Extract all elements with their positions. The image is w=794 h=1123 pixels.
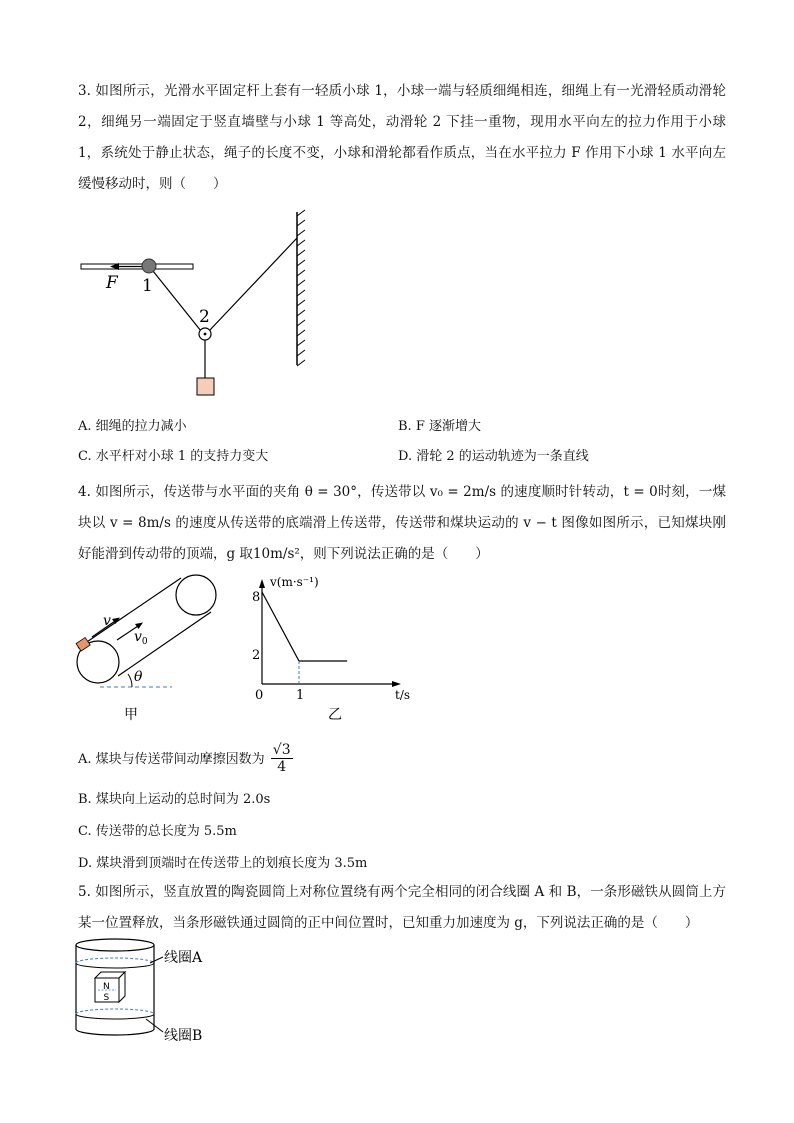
q4-vt-chart <box>240 570 410 730</box>
pulley-label: 2 <box>199 307 210 327</box>
v0-label-v: v <box>134 629 142 645</box>
angle-arc <box>128 674 132 687</box>
theta-label: θ <box>134 669 143 685</box>
q5-stem: 5. 如图所示，竖直放置的陶瓷圆筒上对称位置绕有两个完全相同的闭合线圈 A 和 B，一条形磁铁从圆筒上方某一位置释放，当条形磁铁通过圆筒的正中间位置时，已知重力加速度为 g，下列说法正确的是（ ） <box>78 884 726 931</box>
v0-label <box>134 629 148 647</box>
q3-stem: 3. 如图所示，光滑水平固定杆上套有一轻质小球 1，小球一端与轻质细绳相连，细绳上有一光滑轻质动滑轮 2，细绳另一端固定于竖直墙壁与小球 1 等高处，动滑轮 2 下挂一重物，现用水平向左的拉力作用于小球 1，系统处于静止状态，绳子的长度不变，小球和滑轮都看作质点，当在水平拉力 F 作用下小球 1 水平向左缓慢移动时，则（ ） <box>78 83 726 192</box>
tick-y2: 2 <box>252 648 261 663</box>
q3-option-c: C. 水平杆对小球 1 的支持力变大 <box>78 449 269 464</box>
ball-1 <box>142 259 156 273</box>
coil-b <box>76 1014 154 1019</box>
q4-option-d: D. 煤块滑到顶端时在传送带上的划痕长度为 3.5m <box>78 856 368 871</box>
y-axis-arrow <box>259 579 265 588</box>
magnet-north: N <box>103 982 110 992</box>
vt-line <box>262 592 347 661</box>
q4-figure-a <box>70 570 230 730</box>
v0-label-sub: 0 <box>141 637 148 647</box>
figure-b-caption: 乙 <box>328 707 342 723</box>
x-axis-arrow <box>392 681 401 687</box>
q4-option-a <box>78 742 293 776</box>
q3-option-a: A. 细绳的拉力减小 <box>78 419 187 434</box>
belt-top <box>78 578 181 648</box>
magnet-south: S <box>103 993 110 1003</box>
coil-b-label: 线圈B <box>164 1028 203 1044</box>
fraction-denominator: 4 <box>277 759 287 775</box>
x-axis-label: t/s <box>395 688 411 702</box>
string-right <box>209 238 297 331</box>
q4-option-a-text: A. 煤块与传送带间动摩擦因数为 <box>78 752 265 767</box>
q4-stem: 4. 如图所示，传送带与水平面的夹角 θ = 30°，传送带以 v₀ = 2m/s 的速度顺时针转动，t = 0时刻，一煤块以 v = 8m/s 的速度从传送带的底端滑上传送带，传送带和煤块运动的 v − t 图像如图所示，已知煤块刚好能滑到传动带的顶端，g 取10m/s²，则下列说法正确的是（ ） <box>78 484 726 562</box>
q3-option-d: D. 滑轮 2 的运动轨迹为一条直线 <box>398 449 589 464</box>
q4-option-b: B. 煤块向上运动的总时间为 2.0s <box>78 792 271 807</box>
tick-x1: 1 <box>296 688 305 703</box>
q4-option-c: C. 传送带的总长度为 5.5m <box>78 824 237 839</box>
ball-label: 1 <box>142 276 153 296</box>
q3-figure <box>75 205 335 405</box>
coil-a <box>76 963 154 968</box>
belt-bottom <box>118 612 211 676</box>
coil-a-leader <box>150 957 163 963</box>
q3-option-b: B. F 逐渐增大 <box>398 419 481 434</box>
cylinder-bottom <box>76 1029 154 1035</box>
y-axis-label: v(m·s⁻¹) <box>270 575 319 589</box>
v-label: v <box>103 613 111 629</box>
q4-option-a-fraction <box>271 742 293 775</box>
coil-a-label: 线圈A <box>164 950 203 966</box>
cylinder-top <box>76 939 154 951</box>
tick-y8: 8 <box>252 590 261 605</box>
top-roller <box>176 575 216 615</box>
string-left <box>149 266 201 331</box>
bar-magnet <box>95 972 125 1003</box>
tick-x0: 0 <box>255 688 264 703</box>
force-label: F <box>106 273 118 293</box>
q5-figure <box>70 935 240 1045</box>
weight-block <box>197 378 214 395</box>
figure-a-caption: 甲 <box>124 707 138 723</box>
fraction-numerator: √3 <box>272 742 291 758</box>
wall-hatch <box>297 210 305 366</box>
vt-series <box>262 592 347 684</box>
